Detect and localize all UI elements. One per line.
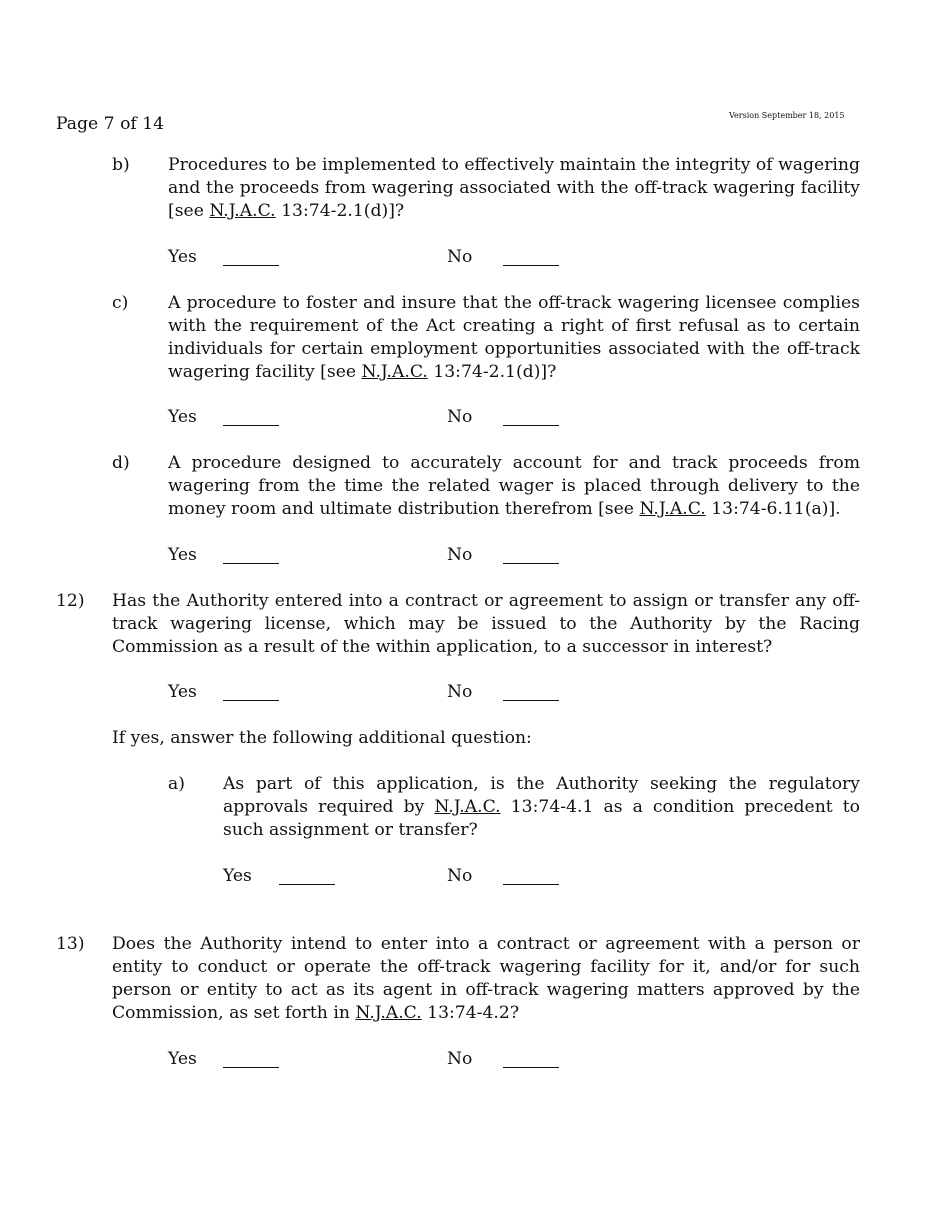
item-b-label: b) (112, 155, 130, 175)
no-answer-blank[interactable] (503, 884, 559, 885)
njac-citation: N.J.A.C. (434, 797, 501, 817)
question-13-text-part2: 13:74-4.2? (421, 1003, 520, 1023)
item-b-text (168, 154, 860, 223)
question-13-label: 13) (56, 934, 85, 954)
no-answer-blank[interactable] (503, 425, 559, 426)
yes-answer-blank[interactable] (223, 700, 279, 701)
yes-label: Yes (168, 1049, 197, 1069)
yes-answer-blank[interactable] (223, 563, 279, 564)
no-label: No (447, 247, 473, 267)
question-12a-label: a) (168, 774, 185, 794)
item-b-text-part1: Procedures to be implemented to effectively maintain the integrity of wagering and the proceeds from wagering associated with the off-track wagering facility [see (168, 155, 860, 221)
yes-label: Yes (168, 682, 197, 702)
njac-citation: N.J.A.C. (361, 362, 428, 382)
question-12a-text-part1: As part of this application, is the Authority seeking the regulatory approvals required by (223, 774, 860, 817)
if-yes-instruction: If yes, answer the following additional question: (112, 728, 532, 748)
question-12a-text-part2: 13:74-4.1 as a condition precedent to such assignment or transfer? (223, 797, 860, 840)
item-d-text-part1: A procedure designed to accurately account for and track proceeds from wagering from the time the related wager is placed through delivery to the money room and ultimate distribution therefrom [see (168, 453, 860, 519)
yes-label: Yes (168, 407, 197, 427)
no-label: No (447, 407, 473, 427)
item-c-label: c) (112, 293, 129, 313)
no-answer-blank[interactable] (503, 265, 559, 266)
yes-answer-blank[interactable] (279, 884, 335, 885)
item-b-text-part2: 13:74-2.1(d)]? (275, 201, 405, 221)
item-d-label: d) (112, 453, 130, 473)
no-label: No (447, 866, 473, 886)
no-label: No (447, 1049, 473, 1069)
njac-citation: N.J.A.C. (209, 201, 276, 221)
yes-answer-blank[interactable] (223, 1067, 279, 1068)
yes-label: Yes (168, 545, 197, 565)
item-d-text-part2: 13:74-6.11(a)]. (705, 499, 841, 519)
item-d-text (168, 452, 860, 521)
question-13-text-part1: Does the Authority intend to enter into a contract or agreement with a person or entity to conduct or operate the off-track wagering facility for it, and/or for such person or entity to act as its agent in off-track wagering matters approved by the Commission, as set forth in (112, 934, 860, 1023)
question-12-label: 12) (56, 591, 85, 611)
no-label: No (447, 682, 473, 702)
yes-label: Yes (168, 247, 197, 267)
njac-citation: N.J.A.C. (355, 1003, 422, 1023)
item-c-text (168, 292, 860, 384)
no-answer-blank[interactable] (503, 1067, 559, 1068)
yes-answer-blank[interactable] (223, 425, 279, 426)
yes-label: Yes (223, 866, 252, 886)
njac-citation: N.J.A.C. (639, 499, 706, 519)
question-13-text (112, 933, 860, 1025)
version-label: Version September 18, 2015 (729, 111, 845, 120)
page-number: Page 7 of 14 (56, 114, 165, 134)
no-answer-blank[interactable] (503, 563, 559, 564)
question-12-text: Has the Authority entered into a contract or agreement to assign or transfer any off-track wagering license, which may be issued to the Authority by the Racing Commission as a result of the within application, to a successor in interest? (112, 591, 860, 657)
item-c-text-part1: A procedure to foster and insure that the off-track wagering licensee complies with the requirement of the Act creating a right of first refusal as to certain individuals for certain employment opportunities associated with the off-track wagering facility [see (168, 293, 860, 382)
no-label: No (447, 545, 473, 565)
question-12a-text (223, 773, 860, 842)
no-answer-blank[interactable] (503, 700, 559, 701)
yes-answer-blank[interactable] (223, 265, 279, 266)
item-c-text-part2: 13:74-2.1(d)]? (427, 362, 557, 382)
